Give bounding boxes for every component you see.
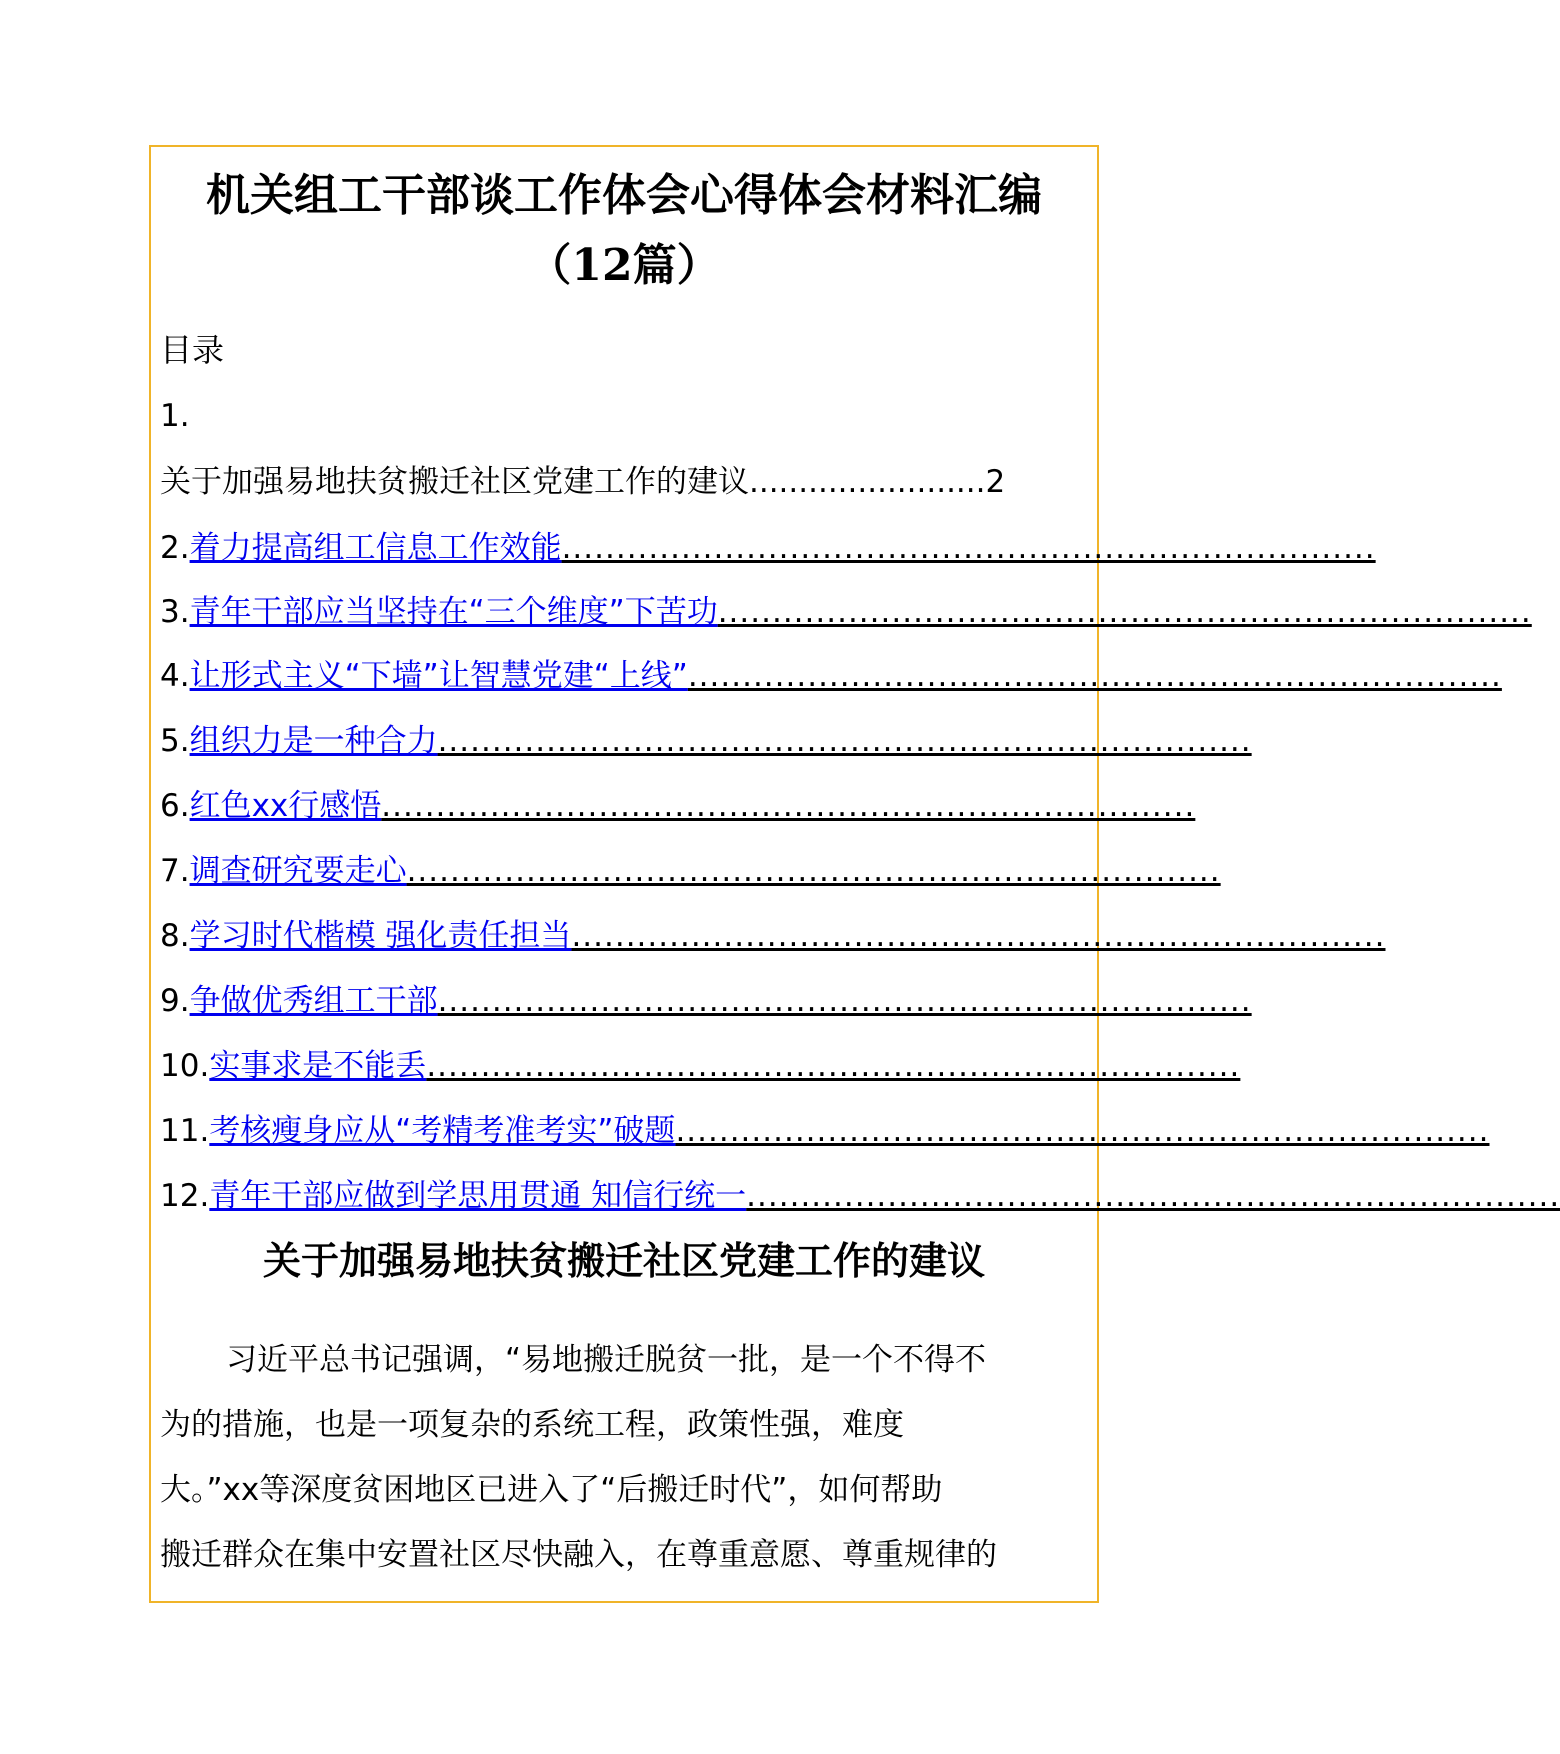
toc-heading: 目录 xyxy=(160,331,225,369)
toc-link[interactable]: 着力提高组工信息工作效能 xyxy=(189,530,562,566)
document-title: 机关组工干部谈工作体会心得体会材料汇编 xyxy=(206,170,1042,221)
section-title: 关于加强易地扶贫搬迁社区党建工作的建议 xyxy=(262,1239,985,1283)
toc-link[interactable]: 考核瘦身应从“考精考准考实”破题 xyxy=(209,1113,676,1149)
toc-link[interactable]: 组织力是一种合力 xyxy=(189,723,438,759)
toc-link[interactable]: 学习时代楷模 强化责任担当 xyxy=(189,918,572,954)
toc-number: 9. xyxy=(160,983,190,1019)
body-line-3: 大。”xx等深度贫困地区已进入了“后搬迁时代”，如何帮助 xyxy=(160,1472,943,1508)
toc-page-number: 2 xyxy=(985,464,1006,500)
toc-dots: ........................................................................... xyxy=(561,530,1376,566)
toc-dots: ........................................................................... xyxy=(406,853,1221,889)
toc-item-4 xyxy=(160,656,1502,696)
toc-number: 7. xyxy=(160,853,190,889)
toc-item-7 xyxy=(160,851,1240,891)
toc-dots: ........................................................................... xyxy=(675,1113,1490,1149)
toc-dots: ........................................................................... xyxy=(687,658,1502,694)
toc-number: 1. xyxy=(160,398,190,434)
toc-dots: ........................ xyxy=(749,464,986,500)
toc-item-6 xyxy=(160,786,1240,826)
toc-dots: ........................................................................... xyxy=(437,723,1252,759)
toc-link[interactable]: 争做优秀组工干部 xyxy=(189,983,438,1019)
body-line-4: 搬迁群众在集中安置社区尽快融入，在尊重意愿、尊重规律的 xyxy=(160,1537,997,1573)
body-line-1: 习近平总书记强调，“易地搬迁脱贫一批，是一个不得不 xyxy=(226,1342,987,1378)
toc-number: 6. xyxy=(160,788,190,824)
toc-item-10 xyxy=(160,1046,1240,1086)
toc-item-9 xyxy=(160,981,1252,1021)
toc-link[interactable]: 红色xx行感悟 xyxy=(189,788,382,824)
toc-dots: ........................................................................... xyxy=(437,983,1252,1019)
toc-number: 8. xyxy=(160,918,190,954)
toc-item-5 xyxy=(160,721,1252,761)
toc-link[interactable]: 实事求是不能丢 xyxy=(209,1048,427,1084)
toc-dots: ........................................................................... xyxy=(717,594,1532,630)
toc-dots: ........................................................................... xyxy=(571,918,1386,954)
toc-label: 关于加强易地扶贫搬迁社区党建工作的建议 xyxy=(160,464,749,500)
toc-link[interactable]: 调查研究要走心 xyxy=(189,853,407,889)
toc-dots: ........................................................................... xyxy=(746,1178,1560,1214)
document-subtitle: （12篇） xyxy=(527,240,721,291)
toc-number: 4. xyxy=(160,658,190,694)
toc-number: 12. xyxy=(160,1178,210,1214)
toc-number: 10. xyxy=(160,1048,210,1084)
toc-dots: ........................................................................... xyxy=(381,788,1196,824)
toc-item-3 xyxy=(160,592,1532,632)
toc-item-11 xyxy=(160,1111,1490,1151)
toc-number: 2. xyxy=(160,530,190,566)
toc-link[interactable]: 让形式主义“下墙”让智慧党建“上线” xyxy=(189,658,688,694)
toc-number: 11. xyxy=(160,1113,210,1149)
toc-number: 3. xyxy=(160,594,190,630)
toc-item-1[interactable] xyxy=(160,462,1005,502)
body-line-2: 为的措施，也是一项复杂的系统工程，政策性强，难度 xyxy=(160,1407,904,1443)
toc-item-8 xyxy=(160,916,1386,956)
toc-link[interactable]: 青年干部应做到学思用贯通 知信行统一 xyxy=(209,1178,747,1214)
toc-number: 5. xyxy=(160,723,190,759)
toc-dots: ........................................................................... xyxy=(426,1048,1241,1084)
toc-link[interactable]: 青年干部应当坚持在“三个维度”下苦功 xyxy=(189,594,718,630)
toc-item-1-number xyxy=(160,396,1240,436)
toc-item-12 xyxy=(160,1176,1560,1216)
toc-item-2 xyxy=(160,528,1376,568)
